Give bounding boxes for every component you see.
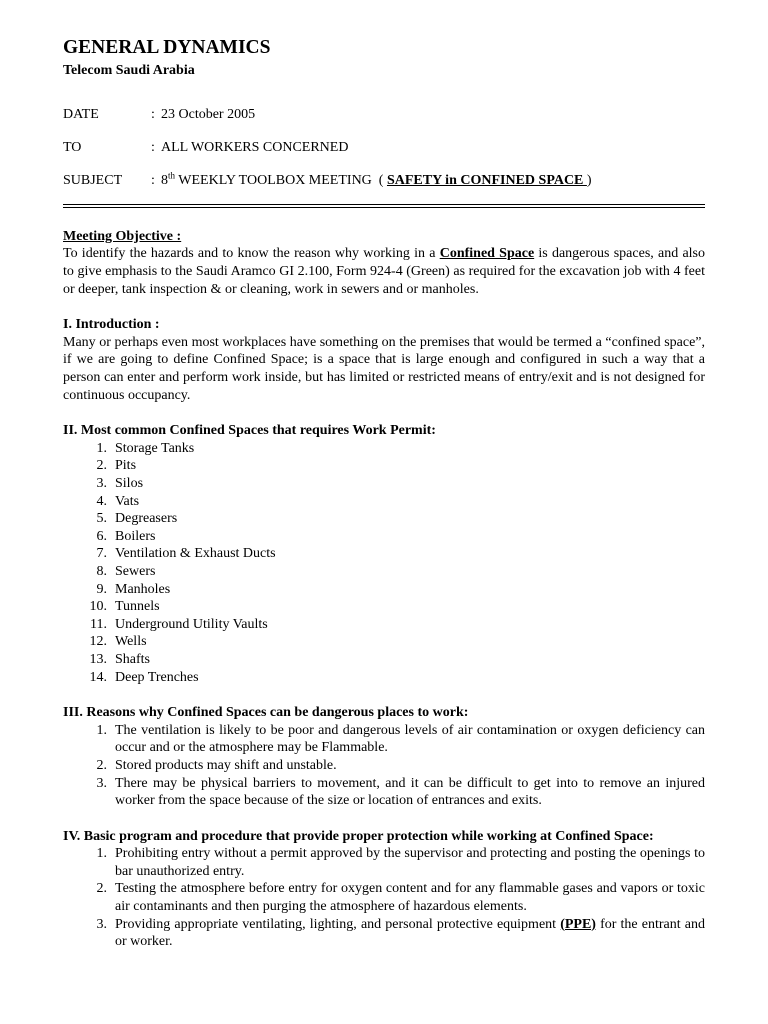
list-item-text: Wells [115, 634, 147, 650]
confined-space-term: Confined Space [439, 246, 535, 262]
list-item [63, 616, 705, 634]
date-label: DATE [63, 106, 99, 122]
date-value: 23 October 2005 [161, 106, 256, 122]
document-page [63, 36, 705, 969]
objective-heading: Meeting Objective : [63, 228, 182, 244]
list-item-number: 1. [96, 440, 107, 456]
company-division: Telecom Saudi Arabia [63, 63, 195, 78]
date-colon: : [151, 106, 155, 122]
list-item-text: Ventilation & Exhaust Ducts [115, 546, 276, 562]
memo-date-row [63, 106, 705, 124]
list-item [63, 880, 705, 915]
introduction-heading: I. Introduction : [63, 317, 160, 333]
objective-text-after: is dangerous spaces, and also to give emphasis to the Saudi Aramco GI 2.100, Form 924-4 (Green) as required for the excavation job with 4 feet or deeper, tank inspection & or cleaning, work in sewers and or manholes. [63, 246, 705, 297]
subject-label: SUBJECT [63, 172, 123, 188]
introduction-section [63, 316, 705, 404]
list-item-text: Deep Trenches [115, 669, 199, 685]
objective-text-before: To identify the hazards and to know the reason why working in a [63, 246, 440, 262]
company-name: GENERAL DYNAMICS [63, 37, 271, 58]
list-item-number: 9. [96, 581, 107, 597]
list-item-number: 1. [96, 846, 107, 862]
reasons-heading: III. Reasons why Confined Spaces can be dangerous places to work: [63, 705, 469, 721]
subject-colon: : [151, 172, 155, 188]
list-item-text: The ventilation is likely to be poor and dangerous levels of air contamination or oxygen deficiency can occur and or the atmosphere may be Flammable. [115, 722, 705, 756]
list-item [63, 722, 705, 757]
common-spaces-list [63, 440, 705, 686]
list-item-text: There may be physical barriers to movement, and it can be difficult to get into to remove an injured worker from the space because of the size or location of entrances and exits. [115, 775, 705, 809]
reasons-list [63, 722, 705, 810]
list-item [63, 440, 705, 458]
list-item-number: 13. [89, 651, 107, 667]
list-item-number: 3. [96, 476, 107, 491]
list-item-number: 5. [96, 511, 107, 527]
list-item-number: 2. [96, 881, 107, 897]
list-item-number: 14. [89, 669, 107, 685]
list-item-text: Degreasers [115, 511, 178, 527]
list-item-number: 12. [89, 634, 107, 650]
list-item-text: Vats [115, 493, 140, 509]
list-item-number: 11. [90, 616, 107, 632]
list-item-number: 3. [96, 916, 107, 932]
list-item [63, 545, 705, 563]
subject-topic: SAFETY in CONFINED SPACE [386, 172, 587, 188]
subject-number: 8 [161, 172, 168, 188]
list-item-text: Prohibiting entry without a permit approved by the supervisor and protecting and posting the openings to bar unauthorized entry. [115, 846, 705, 879]
list-item-number: 10. [89, 599, 107, 615]
common-spaces-heading: II. Most common Confined Spaces that requires Work Permit: [63, 423, 436, 439]
list-item-text: Tunnels [115, 599, 160, 615]
list-item-text: Testing the atmosphere before entry for oxygen content and for any flammable gases and vapors or toxic air contaminants and then purging the atmosphere of hazardous elements. [115, 881, 705, 915]
list-item-text: Stored products may shift and unstable. [115, 757, 337, 773]
program-section [63, 828, 705, 951]
list-item [63, 598, 705, 616]
program-list [63, 845, 705, 951]
meeting-objective-section [63, 228, 705, 298]
subject-close: ) [586, 172, 592, 188]
list-item-number: 2. [96, 458, 107, 474]
to-value: ALL WORKERS CONCERNED [161, 139, 349, 155]
memo-to-row [63, 139, 705, 157]
list-item [63, 633, 705, 651]
list-item [63, 916, 705, 951]
list-item [63, 563, 705, 581]
memo-header [63, 106, 705, 190]
list-item [63, 528, 705, 546]
to-colon: : [151, 139, 155, 155]
common-spaces-section [63, 422, 705, 686]
ppe-term: (PPE) [560, 916, 596, 932]
list-item [63, 845, 705, 880]
list-item [63, 493, 705, 511]
program-heading: IV. Basic program and procedure that provide proper protection while working at Confined Space: [63, 828, 654, 844]
list-item-number: 1. [96, 722, 107, 738]
list-item-text: Pits [115, 458, 137, 474]
letterhead [63, 36, 705, 80]
reasons-section [63, 704, 705, 810]
list-item-text: Sewers [115, 563, 156, 579]
double-rule-divider [63, 204, 705, 208]
list-item-text: Manholes [115, 581, 171, 597]
list-item-text: Silos [115, 476, 144, 491]
subject-ordinal: th [168, 170, 176, 181]
list-item-number: 6. [96, 528, 107, 544]
list-item-text [115, 916, 705, 951]
list-item-number: 4. [96, 493, 107, 509]
list-item-number: 3. [96, 775, 107, 791]
subject-prefix: WEEKLY TOOLBOX MEETING ( [175, 172, 387, 188]
objective-text [63, 245, 705, 298]
list-item-number: 7. [96, 546, 107, 562]
list-item-text: Shafts [115, 651, 150, 667]
list-item [63, 775, 705, 810]
list-item-number: 8. [96, 563, 107, 579]
list-item-text: Boilers [115, 528, 156, 544]
list-item [63, 475, 705, 493]
list-item [63, 457, 705, 475]
to-label: TO [63, 139, 82, 155]
list-item [63, 651, 705, 669]
memo-subject-row [63, 172, 705, 190]
ppe-text-after: for the entrant and or worker. [115, 916, 705, 950]
list-item [63, 669, 705, 687]
list-item [63, 757, 705, 775]
subject-value [161, 172, 705, 190]
list-item-text: Underground Utility Vaults [115, 616, 268, 632]
ppe-text-before: Providing appropriate ventilating, lighting, and personal protective equipment [115, 916, 561, 932]
introduction-text: Many or perhaps even most workplaces have something on the premises that would be termed a “confined space”, if we are going to define Confined Space; is a space that is large enough and configured in such a way that a person can enter and perform work inside, but has limited or restricted means of entry/exit and is not designed for continuous occupancy. [63, 334, 705, 403]
list-item-text: Storage Tanks [115, 440, 195, 456]
list-item [63, 581, 705, 599]
list-item-number: 2. [96, 757, 107, 773]
list-item [63, 510, 705, 528]
